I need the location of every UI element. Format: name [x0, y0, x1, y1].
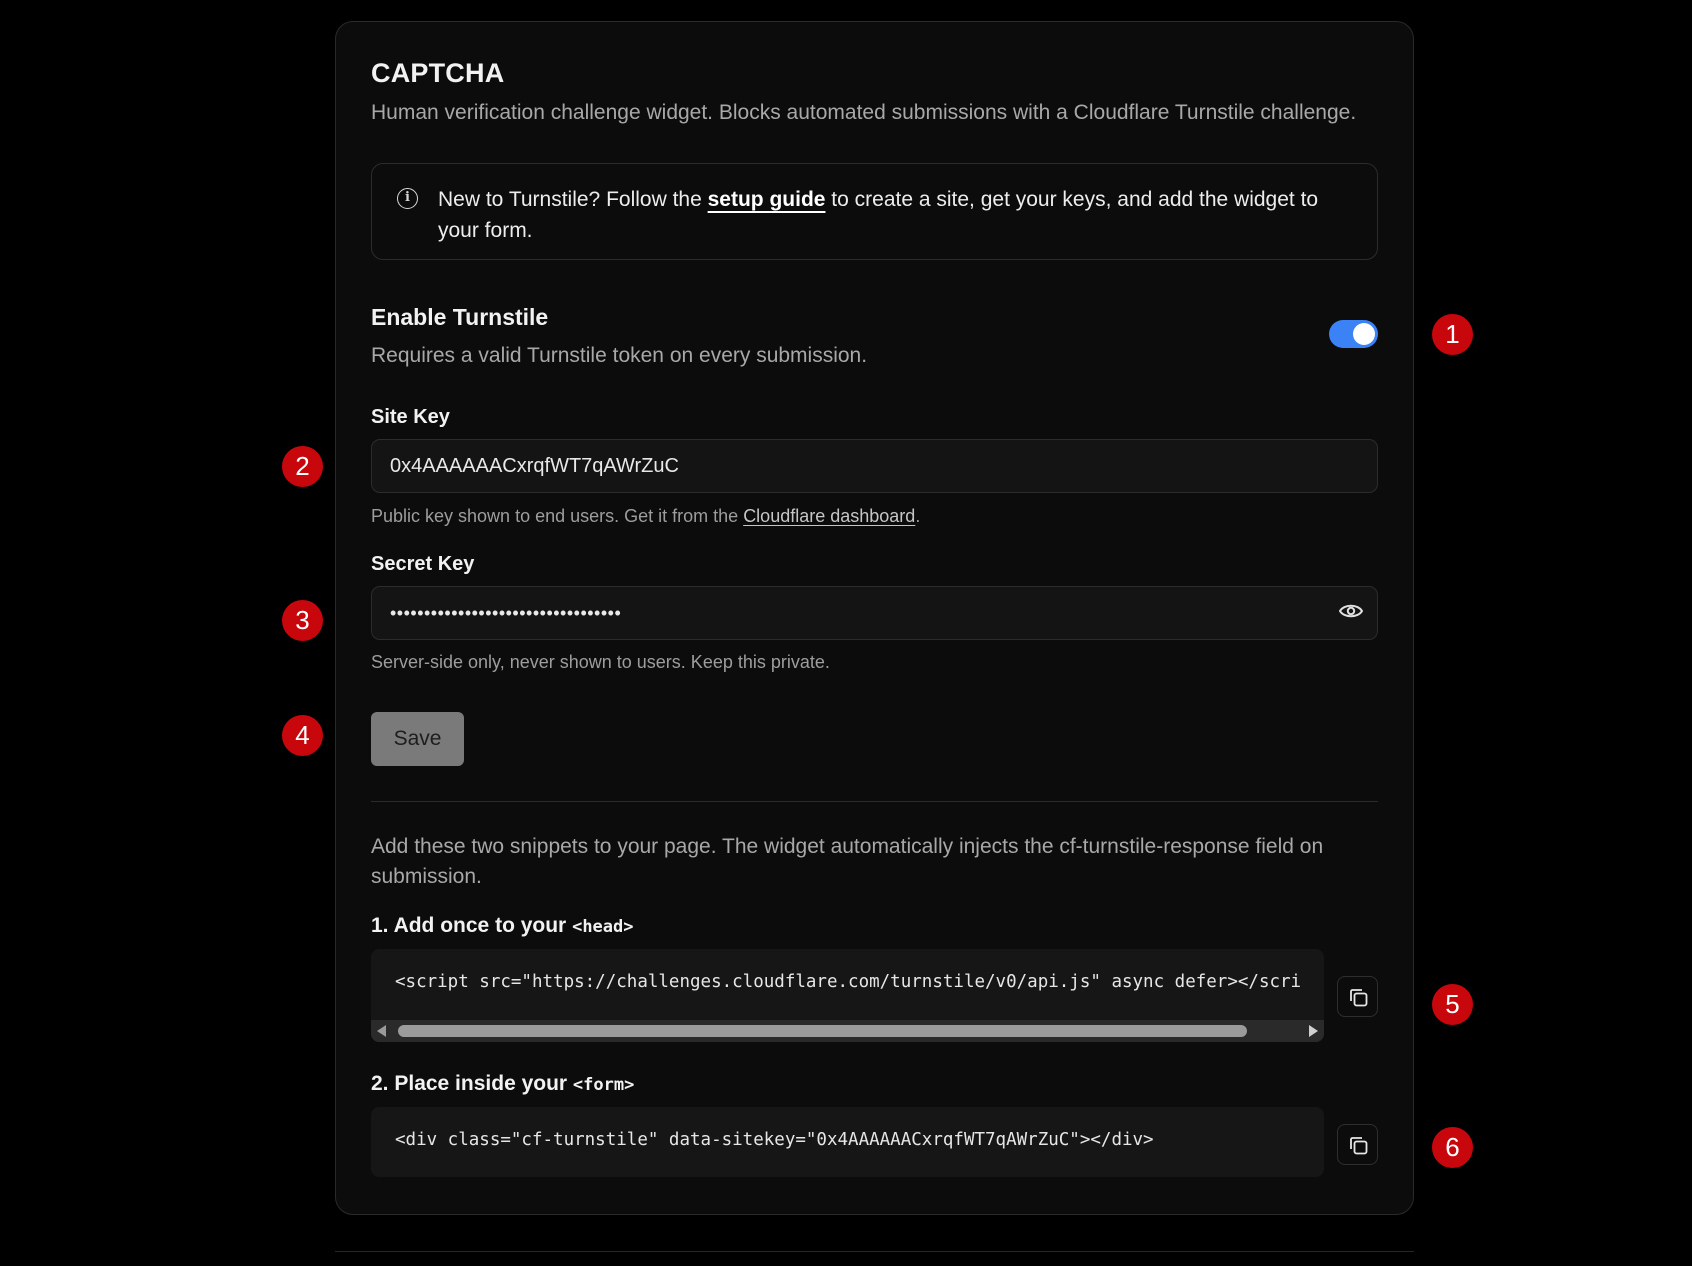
copy-icon: [1348, 1135, 1369, 1156]
site-key-label: Site Key: [371, 406, 450, 428]
setup-guide-link[interactable]: setup guide: [707, 188, 826, 211]
copy-step2-button[interactable]: [1337, 1124, 1378, 1165]
scroll-thumb[interactable]: [398, 1025, 1247, 1037]
site-key-hint-text: Public key shown to end users. Get it from the: [371, 506, 744, 526]
save-button[interactable]: Save: [371, 712, 464, 766]
info-text: [438, 184, 1338, 246]
copy-icon: [1348, 987, 1369, 1008]
secret-key-input[interactable]: [371, 586, 1378, 640]
scroll-left-arrow-icon[interactable]: [377, 1025, 386, 1037]
step2-title-text: 2. Place inside your: [371, 1072, 573, 1095]
step1-title-text: 1. Add once to your: [371, 914, 573, 937]
annotation-badge-6: 6: [1432, 1127, 1473, 1168]
annotation-badge-5: 5: [1432, 984, 1473, 1025]
secret-key-field: [371, 586, 1378, 640]
site-key-hint-end: .: [915, 506, 921, 526]
bottom-divider: [335, 1251, 1414, 1252]
annotation-badge-1: 1: [1432, 314, 1473, 355]
annotation-badge-4: 4: [282, 715, 323, 756]
secret-key-hint: Server-side only, never shown to users. Keep this private.: [371, 652, 830, 672]
scroll-right-arrow-icon[interactable]: [1309, 1025, 1318, 1037]
enable-turnstile-title: Enable Turnstile: [371, 304, 549, 330]
captcha-settings-card: [335, 21, 1414, 1215]
step1-code: <script src="https://challenges.cloudflare.com/turnstile/v0/api.js" async defer></scri: [395, 972, 1302, 992]
info-text-before: New to Turnstile? Follow the: [438, 188, 708, 211]
copy-step1-button[interactable]: [1337, 976, 1378, 1017]
step2-title: [371, 1072, 634, 1096]
enable-turnstile-toggle[interactable]: [1329, 320, 1378, 348]
eye-icon[interactable]: [1339, 603, 1363, 619]
annotation-badge-3: 3: [282, 600, 323, 641]
section-divider: [371, 801, 1378, 802]
snippets-description: Add these two snippets to your page. The widget automatically injects the cf-turnstile-response field on submission.: [371, 835, 1324, 888]
page-title: CAPTCHA: [371, 58, 505, 88]
info-text-after: to create a site, get your keys, and add the widget to your form.: [438, 188, 1319, 242]
step2-tag: <form>: [572, 1075, 635, 1095]
step1-tag: <head>: [572, 917, 634, 937]
info-icon: i: [397, 188, 418, 209]
site-key-input[interactable]: [371, 439, 1378, 493]
toggle-knob: [1353, 323, 1375, 345]
step1-code-block: [371, 949, 1324, 1042]
step2-code: <div class="cf-turnstile" data-sitekey="0x4AAAAAACxrqfWT7qAWrZuC"></div>: [395, 1130, 1154, 1150]
annotation-badge-2: 2: [282, 446, 323, 487]
info-callout: [371, 163, 1378, 260]
cloudflare-dashboard-link[interactable]: Cloudflare dashboard: [743, 506, 916, 526]
horizontal-scrollbar[interactable]: [371, 1020, 1324, 1042]
step2-code-block: [371, 1107, 1324, 1177]
secret-key-label: Secret Key: [371, 553, 475, 575]
site-key-hint: [371, 506, 920, 527]
page-subtitle: Human verification challenge widget. Blocks automated submissions with a Cloudflare Turnstile challenge.: [371, 101, 1357, 124]
enable-turnstile-description: Requires a valid Turnstile token on every submission.: [371, 344, 868, 367]
step1-title: [371, 914, 634, 938]
